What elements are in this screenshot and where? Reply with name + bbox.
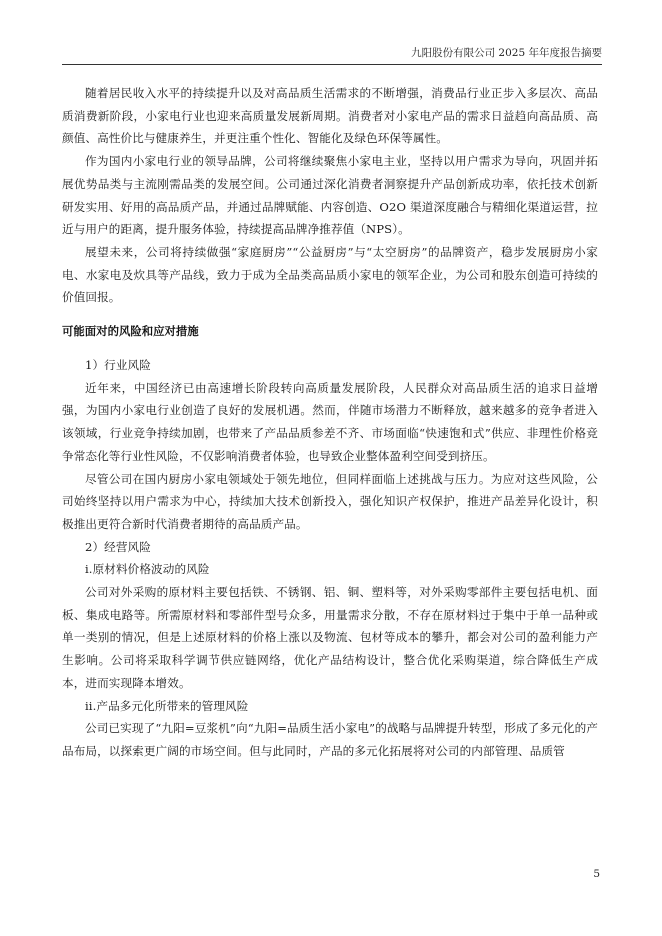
- page-header: [62, 46, 602, 65]
- report-title: 九阳股份有限公司 2025 年年度报告摘要: [411, 47, 602, 59]
- intro-paragraph-3: 展望未来，公司将持续做强“家庭厨房”“公益厨房”与“太空厨房”的品牌资产，稳步发展厨房小家电、水家电及炊具等产品线，致力于成为全品类高品质小家电的领军企业，为公司和股东创造可持续的价值回报。: [62, 244, 598, 305]
- industry-risk-paragraph-2: 尽管公司在国内厨房小家电领域处于领先地位，但同样面临上述挑战与压力。为应对这些风险，公司始终坚持以用户需求为中心，持续加大技术创新投入，强化知识产权保护，推进产品差异化设计，积极推出更符合新时代消费者期待的高品质产品。: [62, 471, 598, 531]
- item-title-diversification-risk: ii.产品多元化所带来的管理风险: [85, 698, 249, 713]
- industry-risk-paragraph-1: 近年来，中国经济已由高速增长阶段转向高质量发展阶段，人民群众对高品质生活的追求日益增强，为国内小家电行业创造了良好的发展机遇。然而，伴随市场潜力不断释放，越来越多的竞争者进入该领域，行业竞争持续加剧，也带来了产品品质参差不齐、市场面临“快速饱和式”供应、非理性价格竞争常态化等行业性风险，不仅影响消费者体验，也导致企业整体盈利空间受到挤压。: [62, 380, 598, 463]
- subsection-title-operating-risk: 2）经营风险: [85, 539, 151, 554]
- intro-paragraph-2: 作为国内小家电行业的领导品牌，公司将继续聚焦小家电主业，坚持以用户需求为导向，巩固并拓展优势品类与主流刚需品类的发展空间。公司通过深化消费者洞察提升产品创新成功率，依托技术创新研发实用、好用的高品质产品，并通过品牌赋能、内容创造、O2O 渠道深度融合与精细化渠道运营，拉近与用户的距离，提升服务体验，持续提高品牌净推荐值（NPS）。: [62, 154, 598, 237]
- item-title-raw-material-risk: i.原材料价格波动的风险: [85, 562, 210, 577]
- diversification-risk-paragraph: 公司已实现了“九阳=豆浆机”向“九阳=品质生活小家电”的战略与品牌提升转型，形成了多元化的产品布局，以探索更广阔的市场空间。但与此同时，产品的多元化拓展将对公司的内部管理、品质管: [62, 721, 598, 758]
- document-body: [62, 82, 598, 763]
- subsection-title-industry-risk: 1）行业风险: [85, 358, 151, 373]
- intro-paragraph-1: 随着居民收入水平的持续提升以及对高品质生活需求的不断增强，消费品行业正步入多层次、高品质消费新阶段，小家电行业也迎来高质量发展新周期。消费者对小家电产品的需求日益趋向高品质、高颜值、高性价比与健康养生，并更注重个性化、智能化及绿色环保等属性。: [62, 86, 598, 146]
- raw-material-risk-paragraph: 公司对外采购的原材料主要包括铁、不锈钢、铝、铜、塑料等，对外采购零部件主要包括电机、面板、集成电路等。所需原材料和零部件型号众多，用量需求分散，不存在原材料过于集中于单一品种或单一类别的情况，但是上述原材料的价格上涨以及物流、包材等成本的攀升，都会对公司的盈利能力产生影响。公司将采取科学调节供应链网络，优化产品结构设计，整合优化采购渠道，综合降低生产成本，进而实现降本增效。: [62, 585, 598, 690]
- section-heading-risks: 可能面对的风险和应对措施: [62, 324, 199, 339]
- page-number: 5: [593, 868, 600, 880]
